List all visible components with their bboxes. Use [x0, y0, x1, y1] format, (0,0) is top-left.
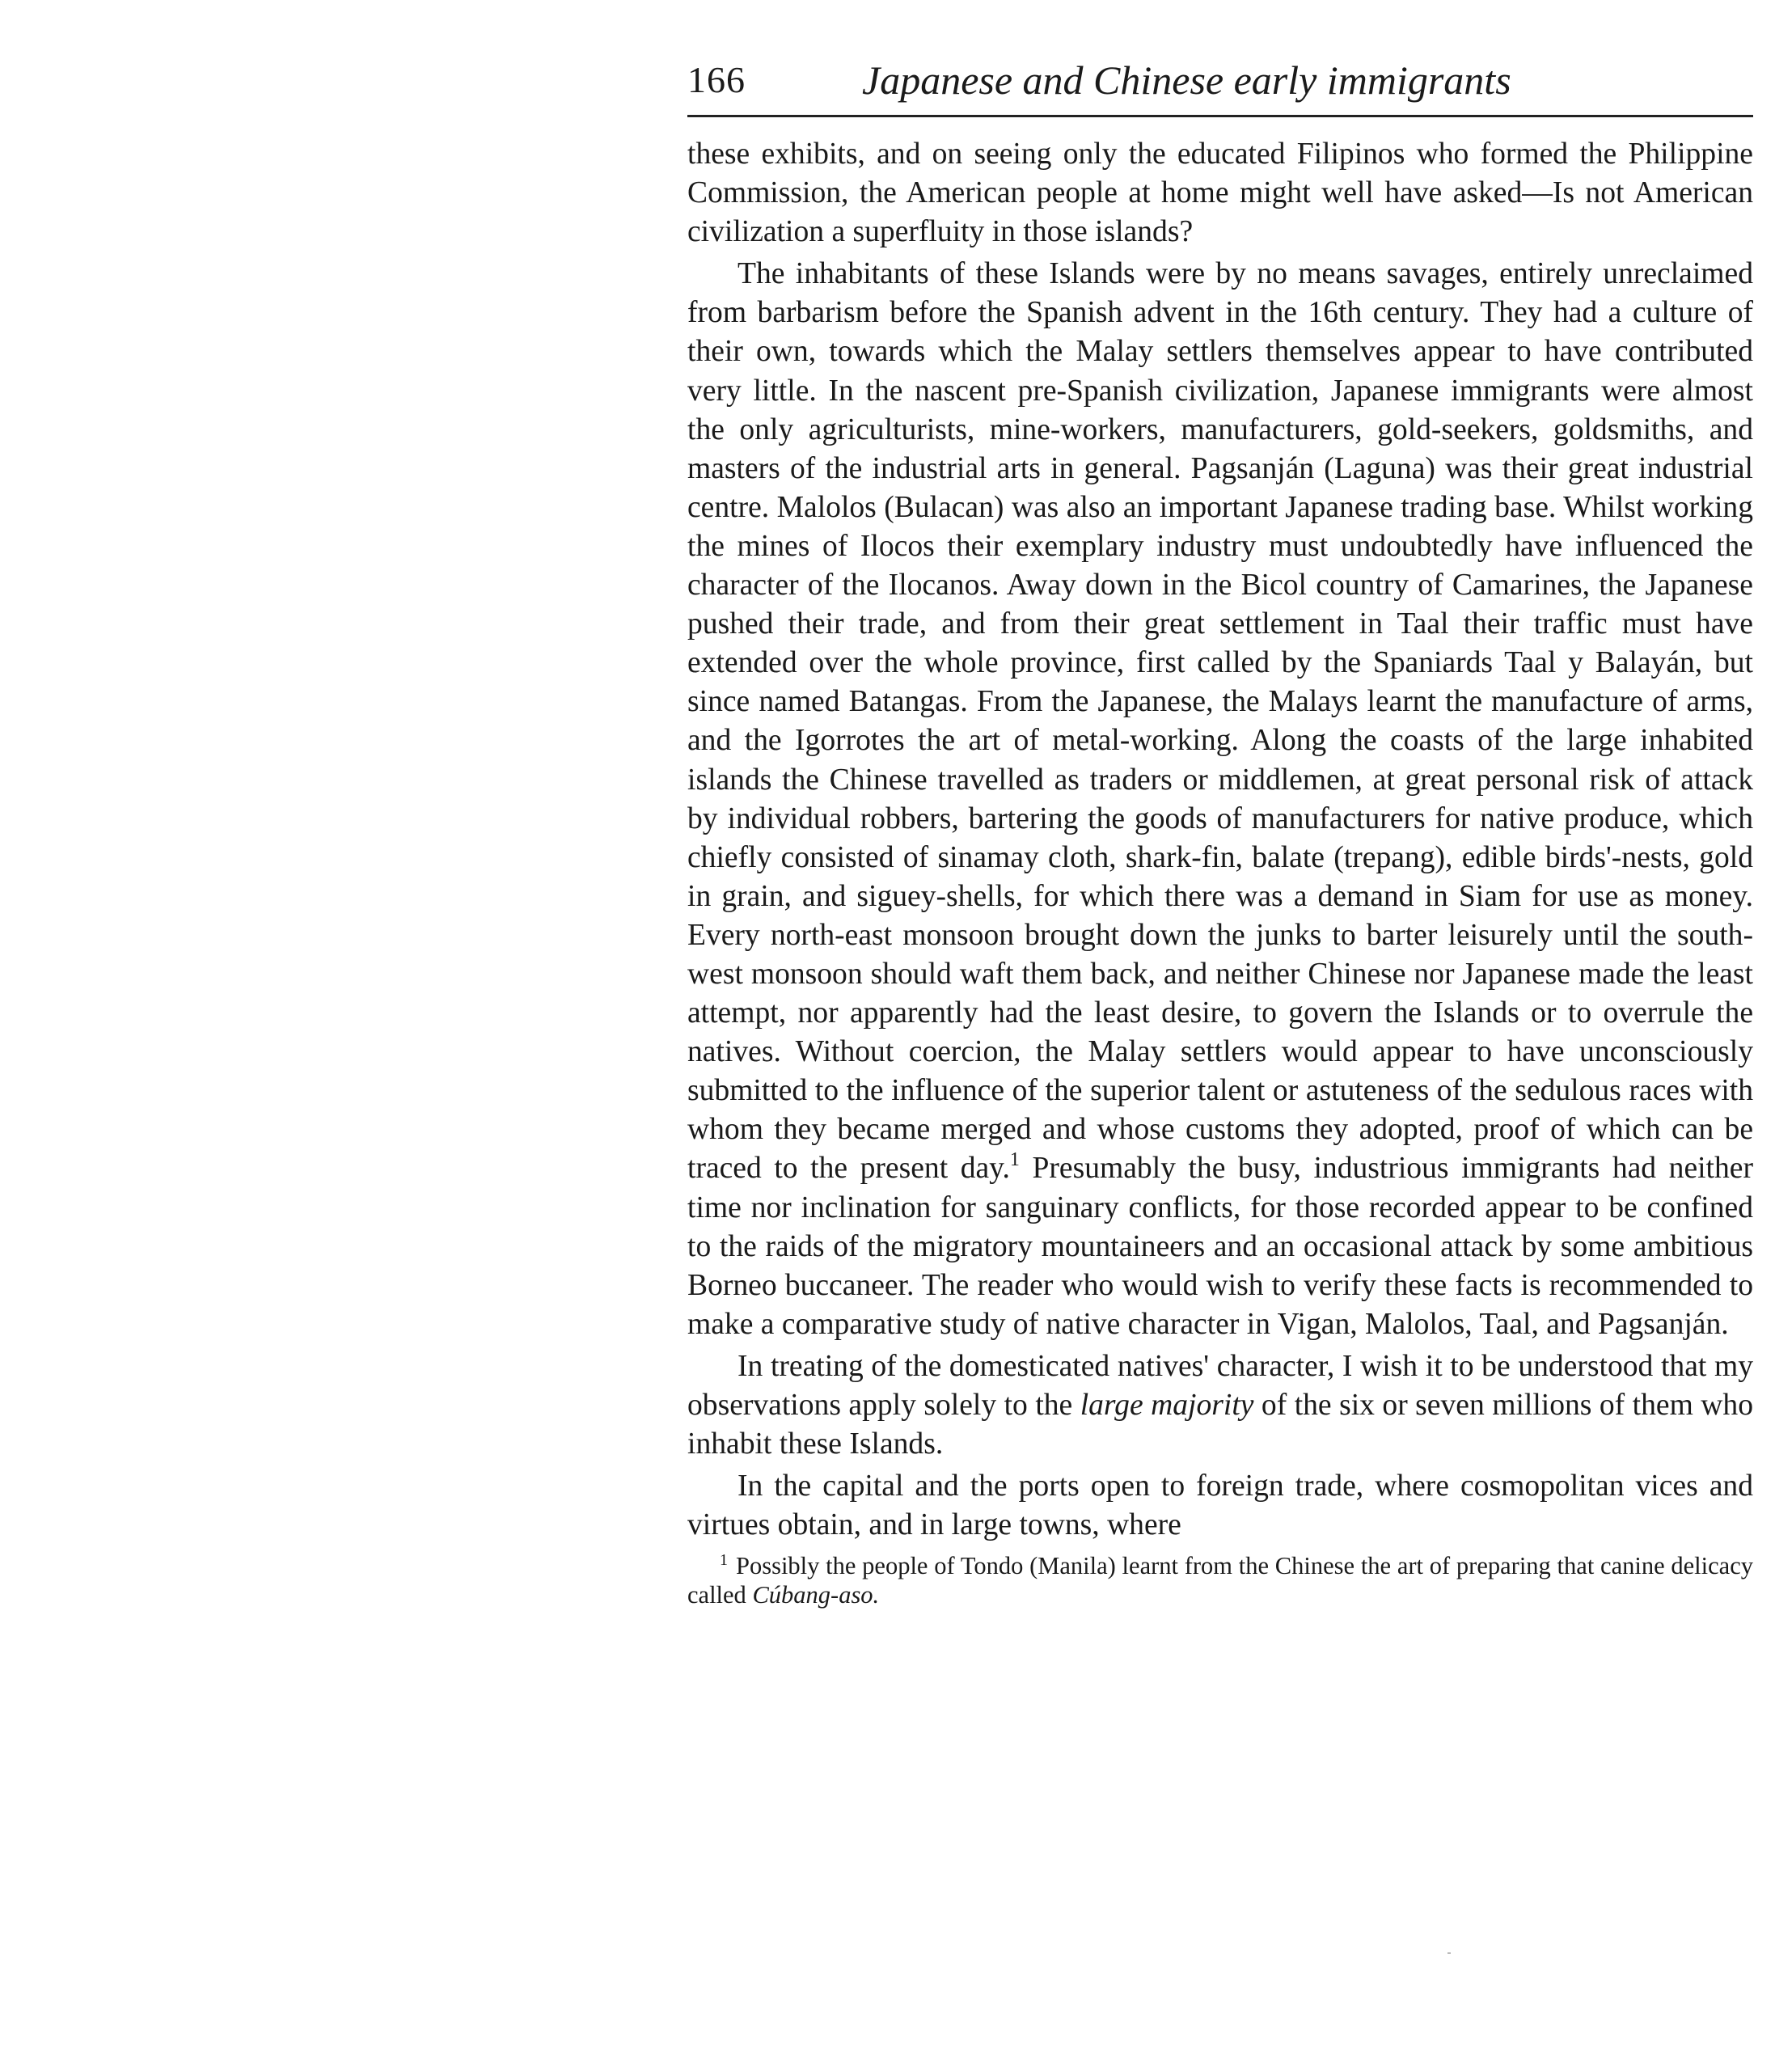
- footnote: [687, 1551, 1753, 1609]
- paragraph-2-text-a: The inhabitants of these Islands were by no means savages, entirely unreclaimed from barbarism before the Spanish advent in the 16th century. They had a culture of their own, towards which the Malay settlers themselves appear to have contributed very little. In the nascent pre-Spanish civilization, Japanese immigrants were almost the only agriculturists, mine-workers, manufacturers, gold-seekers, goldsmiths, and masters of the industrial arts in general. Pagsanján (Laguna) was their great industrial centre. Malolos (Bulacan) was also an important Japanese trading base. Whilst working the mines of Ilocos their exemplary industry must undoubtedly have influenced the character of the Ilocanos. Away down in the Bicol country of Camarines, the Japanese pushed their trade, and from their great settlement in Taal their traffic must have extended over the whole province, first called by the Spaniards Taal y Balayán, but since named Batangas. From the Japanese, the Malays learnt the manufacture of arms, and the Igorrotes the art of metal-working. Along the coasts of the large inhabited islands the Chinese travelled as traders or middlemen, at great personal risk of attack by individual robbers, bartering the goods of manufacturers for native produce, which chiefly consisted of sinamay cloth, shark-fin, balate (trepang), edible birds'-nests, gold in grain, and siguey-shells, for which there was a demand in Siam for use as money. Every north-east monsoon brought down the junks to barter leisurely until the south-west monsoon should waft them back, and neither Chinese nor Japanese made the least attempt, nor apparently had the least desire, to govern the Islands or to overrule the natives. Without coercion, the Malay settlers would appear to have unconsciously submitted to the influence of the superior talent or astuteness of the sedulous races with whom they became merged and whose customs they adopted, proof of which can be traced to the present day.: [687, 257, 1753, 1186]
- page-number: 166: [687, 59, 746, 100]
- paragraph-2-text-b: Presumably the busy, industrious immigrants had neither time nor inclination for sanguinary conflicts, for those recorded appear to be confined to the raids of the migratory mountaineers and an occasional attack by some ambitious Borneo buccaneer. The reader who would wish to verify these facts is recommended to make a comparative study of native character in Vigan, Malolos, Taal, and Pagsanján.: [687, 1152, 1753, 1341]
- paragraph-3-emphasis: large majority: [1080, 1389, 1254, 1422]
- book-page: [687, 55, 1753, 1609]
- body-text: [687, 135, 1753, 1545]
- footnote-reference: 1: [1009, 1149, 1020, 1171]
- paragraph-1: these exhibits, and on seeing only the educated Filipinos who formed the Philippine Commission, the American people at home might well have asked—Is not American civilization a superfluity in those islands?: [687, 137, 1753, 249]
- paragraph-3: [687, 1347, 1753, 1464]
- scan-speck: [1447, 1952, 1451, 1954]
- footnote-text: Possibly the people of Tondo (Manila) learnt from the Chinese the art of preparing that canine delicacy called: [687, 1552, 1753, 1609]
- paragraph-4: In the capital and the ports open to foreign trade, where cosmopolitan vices and virtues obtain, and in large towns, where: [687, 1469, 1753, 1542]
- running-title: Japanese and Chinese early immigrants: [862, 57, 1511, 103]
- footnote-mark: 1: [720, 1551, 728, 1570]
- paragraph-2: [687, 255, 1753, 1344]
- page-header: [687, 55, 1753, 117]
- footnote-emphasis: Cúbang-aso.: [752, 1581, 880, 1609]
- paragraph-3-text-a: In treating of the domesticated natives' character, I wish it to be understood that my observations apply solely to the: [687, 1349, 1753, 1422]
- paragraph-3-text-b: of the six or seven millions of them who inhabit these Islands.: [687, 1389, 1753, 1461]
